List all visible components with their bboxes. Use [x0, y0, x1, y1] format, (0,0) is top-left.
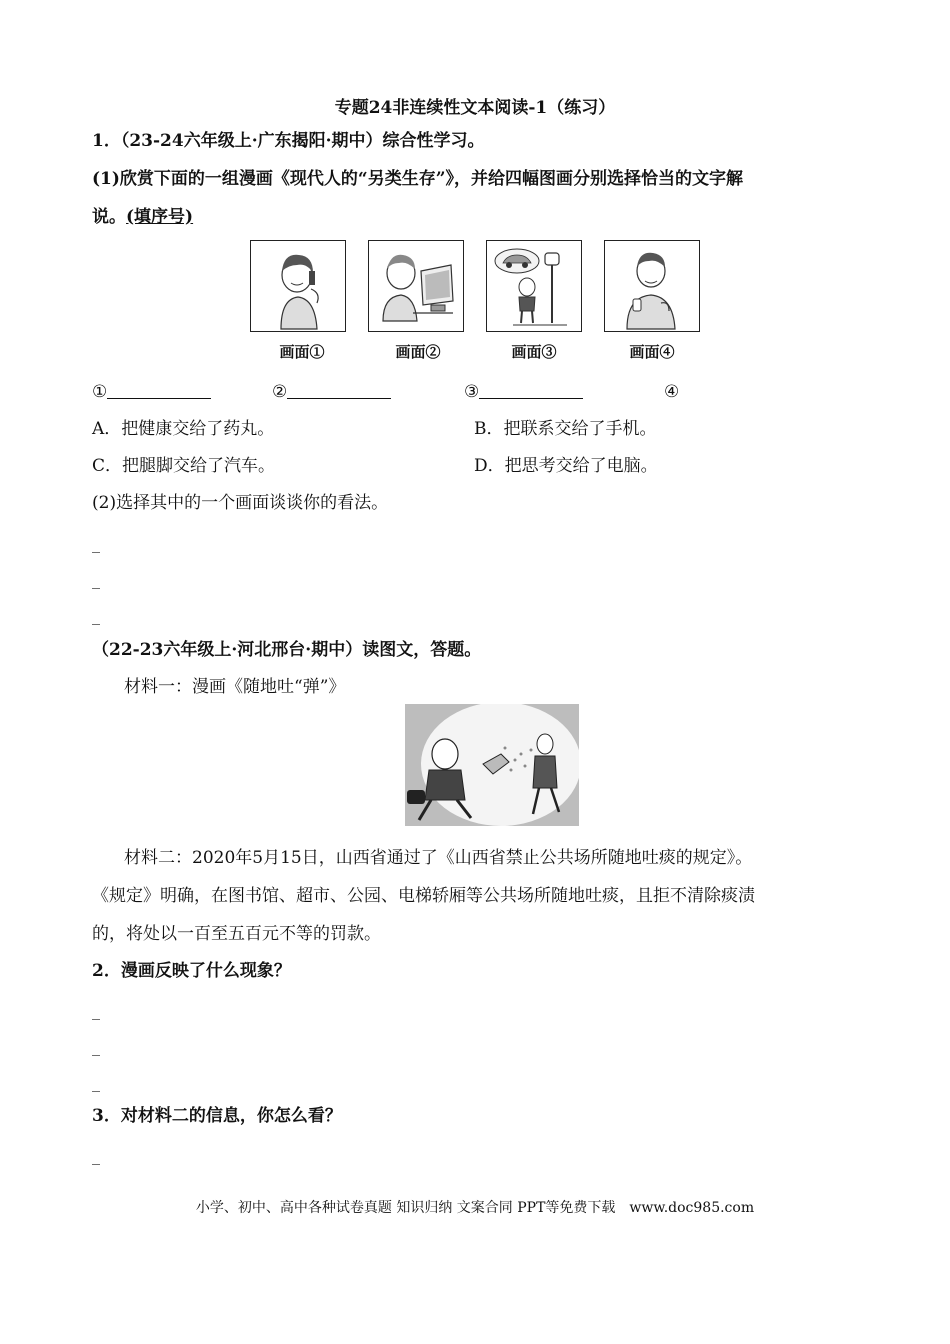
- question-2: 2．漫画反映了什么现象？: [92, 961, 291, 981]
- answer-blank-1[interactable]: ①: [92, 379, 211, 405]
- panel-1-caption: 画面①: [279, 343, 325, 361]
- question-1-heading: 1．（23-24六年级上·广东揭阳·期中）综合性学习。: [92, 131, 485, 151]
- option-a: A．把健康交给了药丸。: [92, 419, 275, 439]
- question-1-part-1-text-cont: 说。(填序号): [92, 207, 194, 227]
- material-2-text-end: 的，将处以一百至五百元不等的罚款。: [92, 924, 381, 944]
- option-b: B．把联系交给了手机。: [474, 419, 657, 439]
- spitting-comic-image: [405, 704, 579, 826]
- material-1-label: 材料一：漫画《随地吐“弹”》: [124, 677, 346, 697]
- panel-4-caption: 画面④: [629, 343, 675, 361]
- page-title: 专题24非连续性文本阅读-1（练习）: [334, 98, 616, 118]
- answer-blank-2[interactable]: ②: [272, 379, 391, 405]
- answer-line[interactable]: _: [92, 570, 100, 589]
- answer-line[interactable]: _: [92, 1001, 100, 1020]
- answer-blank-4[interactable]: ④: [664, 382, 680, 402]
- question-1-part-1-text: (1)欣赏下面的一组漫画《现代人的“另类生存”》，并给四幅图画分别选择恰当的文字解: [92, 169, 743, 189]
- comic-panel-3: [486, 240, 582, 332]
- comic-panel-1: [250, 240, 346, 332]
- option-d: D．把思考交给了电脑。: [474, 456, 658, 476]
- answer-line[interactable]: _: [92, 1073, 100, 1092]
- question-3: 3．对材料二的信息，你怎么看？: [92, 1106, 342, 1126]
- fill-order-note: (填序号): [126, 207, 194, 227]
- pill-boy-cartoon-icon: [605, 241, 698, 330]
- computer-boy-cartoon-icon: [369, 241, 462, 330]
- car-dream-boy-cartoon-icon: [487, 241, 580, 330]
- answer-blank-3[interactable]: ③: [464, 379, 583, 405]
- panel-2-caption: 画面②: [395, 343, 441, 361]
- panel-3-caption: 画面③: [511, 343, 557, 361]
- page-footer: 小学、初中、高中各种试卷真题 知识归纳 文案合同 PPT等免费下载 www.doc985.com: [195, 1200, 755, 1216]
- reading-section-heading: （22-23六年级上·河北邢台·期中）读图文，答题。: [92, 640, 482, 660]
- answer-line[interactable]: _: [92, 534, 100, 553]
- option-c: C．把腿脚交给了汽车。: [92, 456, 276, 476]
- material-2-text: 材料二：2020年5月15日，山西省通过了《山西省禁止公共场所随地吐痰的规定》。: [124, 848, 753, 868]
- comic-panel-4: [604, 240, 700, 332]
- comic-panel-2: [368, 240, 464, 332]
- answer-line[interactable]: _: [92, 1146, 100, 1165]
- phone-boy-cartoon-icon: [251, 241, 344, 330]
- answer-line[interactable]: _: [92, 606, 100, 625]
- spitting-cartoon-icon: [405, 704, 579, 826]
- material-2-text-cont: 《规定》明确，在图书馆、超市、公园、电梯轿厢等公共场所随地吐痰，且拒不清除痰渍: [92, 886, 755, 906]
- question-1-part-2: (2)选择其中的一个画面谈谈你的看法。: [92, 493, 389, 513]
- answer-line[interactable]: _: [92, 1037, 100, 1056]
